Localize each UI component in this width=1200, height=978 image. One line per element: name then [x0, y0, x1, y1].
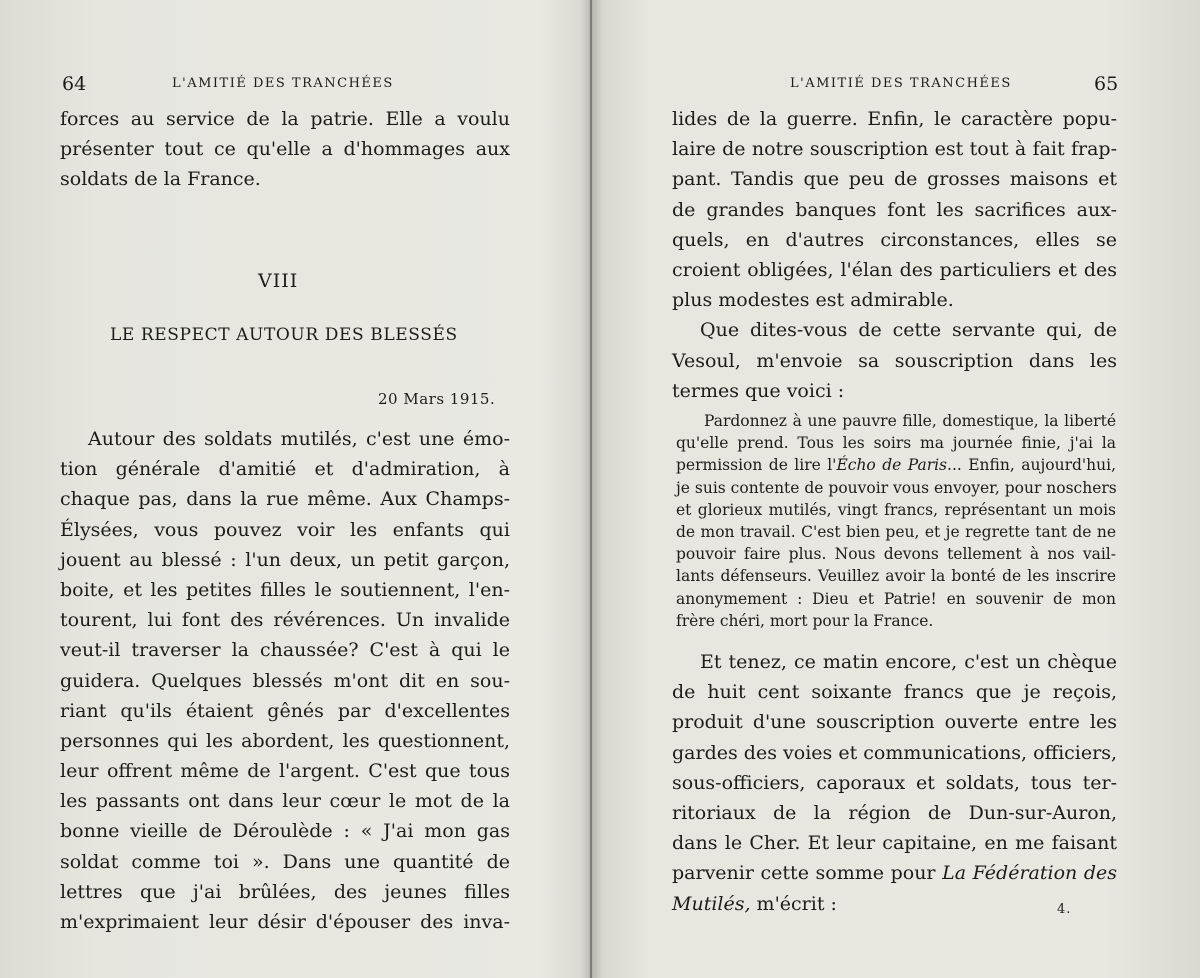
text-line: lettres que j'ai brûlées, des jeunes filles	[60, 880, 510, 903]
chapter-date: 20 Mars 1915.	[378, 390, 496, 408]
text-line: de huit cent soixante francs que je reçois,	[672, 681, 1117, 704]
organization-title: La Fédération des	[942, 862, 1117, 885]
text-line: produit d'une souscription ouverte entre les	[672, 711, 1117, 734]
text-line: ritoriaux de la région de Dun-sur-Auron,	[672, 801, 1117, 824]
text-line: présenter tout ce qu'elle a d'hommages aux	[60, 138, 510, 161]
text-line: quels, en d'autres circonstances, elles se	[672, 228, 1117, 251]
right-bottom-paragraph	[672, 647, 1117, 919]
text-line: Autour des soldats mutilés, c'est une émo-	[88, 428, 510, 450]
right-page-number: 65	[1094, 73, 1119, 95]
left-body-paragraph	[60, 424, 510, 937]
text-line: boite, et les petites filles le soutiennent, l'en-	[60, 578, 510, 601]
quote-line: de mon travail. C'est bien peu, et je regrette tant de ne	[676, 522, 1116, 541]
text-line: Et tenez, ce matin encore, c'est un chèque	[700, 651, 1117, 673]
text-line: lides de la guerre. Enfin, le caractère popu-	[672, 108, 1117, 130]
text-line: laire de notre souscription est tout à fait frap-	[672, 138, 1117, 161]
right-page	[602, 0, 1200, 978]
right-running-title: L'AMITIÉ DES TRANCHÉES	[790, 76, 1012, 91]
text-line	[672, 858, 1117, 888]
text-line: Vesoul, m'envoie sa souscription dans les	[672, 349, 1117, 372]
text-line: Que dites-vous de cette servante qui, de	[700, 319, 1117, 342]
text-line: plus modestes est admirable.	[672, 289, 954, 312]
quote-line: et glorieux mutilés, vingt francs, représentant un mois	[676, 500, 1116, 519]
quote-line: pouvoir faire plus. Nous devons tellement à nos vail-	[676, 545, 1116, 564]
text-line	[672, 889, 1117, 919]
text-line: tourent, lui font des révérences. Un invalide	[60, 609, 510, 632]
left-page-header	[62, 72, 512, 96]
text-line: tion générale d'amitié et d'admiration, à	[60, 458, 510, 481]
text-line: riant qu'ils étaient gênés par d'excellentes	[60, 699, 510, 722]
quote-fragment: permission de lire l'	[676, 456, 837, 475]
chapter-number: VIII	[258, 270, 299, 292]
text-line: gardes des voies et communications, officiers,	[672, 741, 1117, 764]
gutter-fold-line	[590, 0, 592, 978]
text-line: bonne vieille de Déroulède : « J'ai mon gas	[60, 820, 510, 843]
text-line: Élysées, vous pouvez voir les enfants qui	[60, 518, 510, 541]
text-fragment: parvenir cette somme pour	[672, 862, 943, 885]
text-line: leur offrent même de l'argent. C'est que tous	[60, 760, 510, 783]
quote-line	[676, 454, 1116, 476]
quote-line: je suis contente de pouvoir vous envoyer, pour noschers	[676, 478, 1117, 497]
chapter-title: LE RESPECT AUTOUR DES BLESSÉS	[110, 325, 458, 345]
right-top-paragraphs	[672, 104, 1117, 406]
left-opening-paragraph	[60, 104, 510, 195]
signature-mark: 4.	[1057, 902, 1072, 917]
quote-fragment: ... Enfin, aujourd'hui,	[947, 456, 1117, 475]
organization-title-end: Mutilés,	[672, 892, 751, 915]
text-line: forces au service de la patrie. Elle a voulu	[60, 108, 510, 130]
text-line: soldats de la France.	[60, 168, 261, 191]
text-line: dans le Cher. Et leur capitaine, en me faisant	[672, 832, 1117, 855]
text-fragment: m'écrit :	[750, 892, 837, 915]
newspaper-title: Écho de Paris	[836, 456, 948, 475]
right-page-header	[742, 72, 1122, 96]
quote-line: frère chéri, mort pour la France.	[676, 611, 934, 630]
quote-line: lants défenseurs. Veuillez avoir la bonté de les inscrire	[676, 567, 1116, 586]
text-line: guidera. Quelques blessés m'ont dit en sou-	[60, 669, 510, 692]
text-line: croient obligées, l'élan des particuliers et des	[672, 258, 1117, 281]
text-line: sous-officiers, caporaux et soldats, tous ter-	[672, 771, 1117, 794]
quote-line: anonymement : Dieu et Patrie! en souvenir de mon	[676, 589, 1116, 608]
left-page	[0, 0, 580, 978]
text-line: de grandes banques font les sacrifices aux-	[672, 198, 1117, 221]
text-line: termes que voici :	[672, 379, 845, 402]
quote-line: Pardonnez à une pauvre fille, domestique, la liberté	[704, 412, 1116, 430]
text-line: chaque pas, dans la rue même. Aux Champs-	[60, 488, 510, 511]
left-page-number: 64	[62, 73, 87, 95]
text-line: m'exprimaient leur désir d'épouser des inva-	[60, 911, 510, 933]
text-line: soldat comme toi ». Dans une quantité de	[60, 850, 510, 873]
text-line: les passants ont dans leur cœur le mot de la	[60, 790, 510, 813]
left-running-title: L'AMITIÉ DES TRANCHÉES	[172, 76, 394, 91]
text-line: pant. Tandis que peu de grosses maisons et	[672, 168, 1117, 191]
quote-line: qu'elle prend. Tous les soirs ma journée finie, j'ai la	[676, 434, 1116, 453]
letter-quote	[676, 410, 1116, 632]
text-line: veut-il traverser la chaussée? C'est à qui le	[60, 639, 510, 662]
text-line: jouent au blessé : l'un deux, un petit garçon,	[60, 548, 510, 571]
text-line: personnes qui les abordent, les questionnent,	[60, 729, 510, 752]
